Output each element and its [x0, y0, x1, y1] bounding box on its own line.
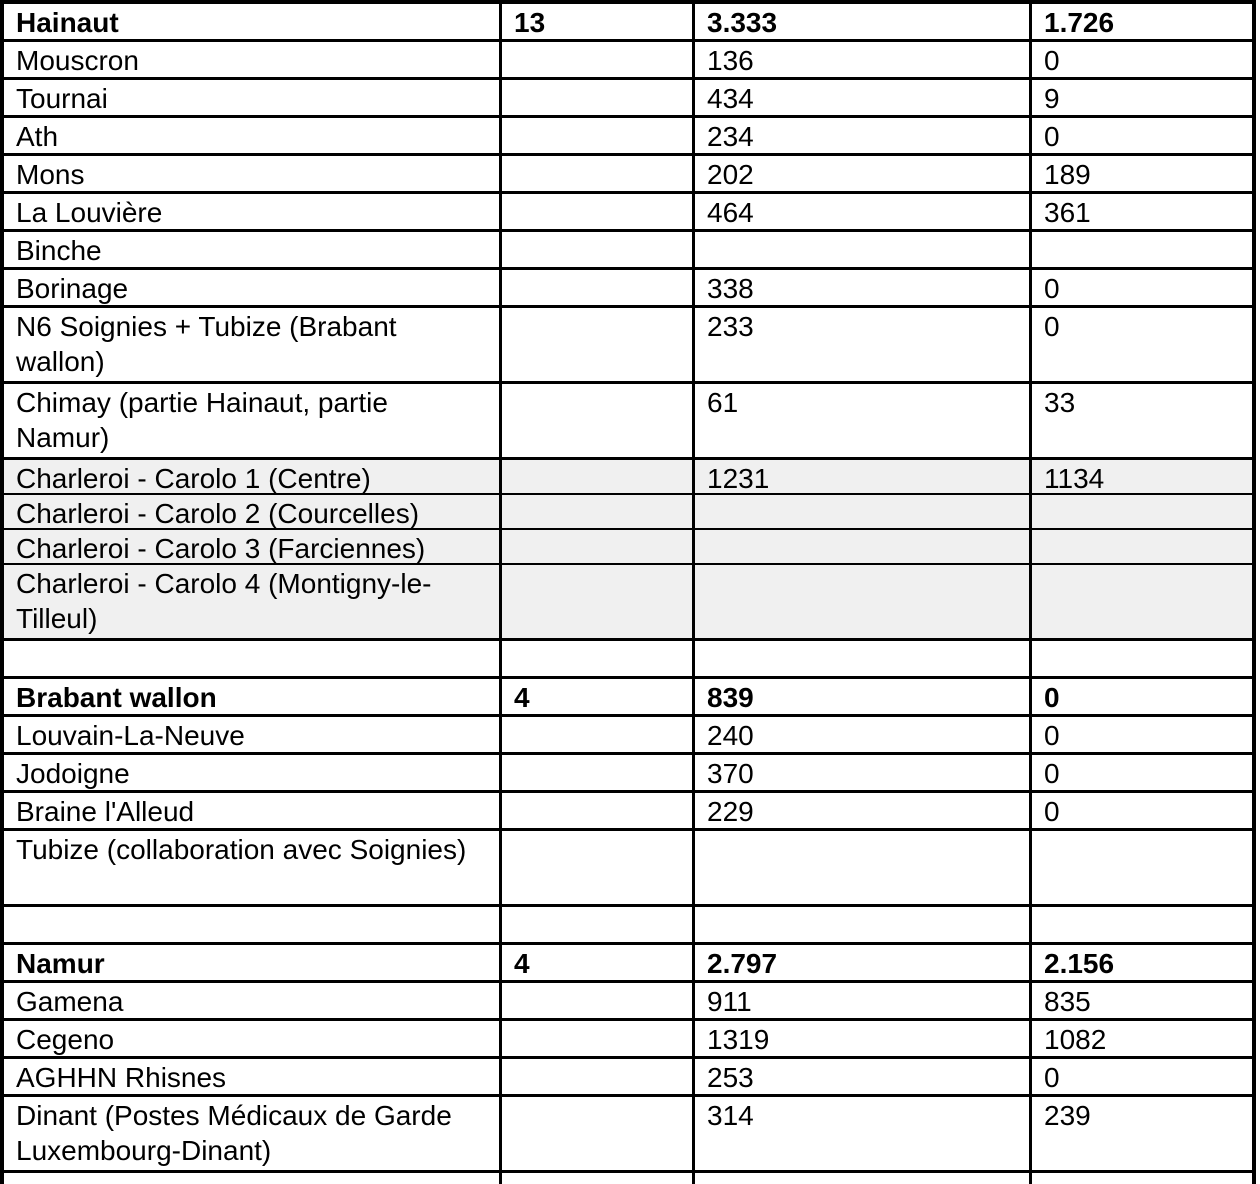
value-1-cell — [695, 495, 1032, 528]
count-cell — [502, 384, 695, 457]
value-2-cell: 0 — [1032, 308, 1256, 381]
value-1-cell: 370 — [695, 755, 1032, 790]
value-1-cell — [695, 565, 1032, 638]
name-cell: AGHHN Rhisnes — [4, 1059, 502, 1094]
value-2-cell: 239 — [1032, 1097, 1256, 1170]
name-cell: Hainaut — [4, 4, 502, 39]
value-2-cell: 0 — [1032, 717, 1256, 752]
table-row — [4, 80, 1256, 118]
name-cell — [4, 641, 502, 676]
value-1-cell — [695, 831, 1032, 904]
value-1-cell: 911 — [695, 983, 1032, 1018]
value-2-cell — [1032, 495, 1256, 528]
count-cell — [502, 1097, 695, 1170]
spacer-row — [4, 641, 1256, 679]
value-2-cell — [1032, 641, 1256, 676]
value-2-cell: 361 — [1032, 194, 1256, 229]
table-row — [4, 793, 1256, 831]
count-cell — [502, 156, 695, 191]
name-cell: Tubize (collaboration avec Soignies) — [4, 831, 502, 904]
value-1-cell: 1319 — [695, 1021, 1032, 1056]
value-1-cell — [695, 232, 1032, 267]
name-cell: Tournai — [4, 80, 502, 115]
count-cell — [502, 118, 695, 153]
value-2-cell: 0 — [1032, 755, 1256, 790]
name-cell: Charleroi - Carolo 2 (Courcelles) — [4, 495, 502, 528]
value-2-cell: 0 — [1032, 270, 1256, 305]
count-cell — [502, 232, 695, 267]
table-row — [4, 530, 1256, 565]
count-cell: 13 — [502, 4, 695, 39]
name-cell: Borinage — [4, 270, 502, 305]
table-row — [4, 831, 1256, 907]
count-cell — [502, 983, 695, 1018]
value-1-cell: 202 — [695, 156, 1032, 191]
table-row — [4, 1021, 1256, 1059]
count-cell — [502, 308, 695, 381]
value-2-cell: 0 — [1032, 118, 1256, 153]
value-1-cell: 253 — [695, 1059, 1032, 1094]
table-row — [4, 42, 1256, 80]
table-row — [4, 384, 1256, 460]
table-row — [4, 194, 1256, 232]
name-cell: Cegeno — [4, 1021, 502, 1056]
value-1-cell: 3.333 — [695, 4, 1032, 39]
count-cell — [502, 755, 695, 790]
name-cell: Dinant (Postes Médicaux de Garde Luxembourg-Dinant) — [4, 1097, 502, 1170]
value-1-cell: 233 — [695, 308, 1032, 381]
name-cell: Charleroi - Carolo 3 (Farciennes) — [4, 530, 502, 563]
count-cell — [502, 495, 695, 528]
province-header-row — [4, 4, 1256, 42]
value-1-cell: 434 — [695, 80, 1032, 115]
count-cell: 4 — [502, 945, 695, 980]
count-cell — [502, 194, 695, 229]
count-cell — [502, 641, 695, 676]
count-cell — [502, 1059, 695, 1094]
value-2-cell — [1032, 831, 1256, 904]
value-2-cell: 0 — [1032, 679, 1256, 714]
value-1-cell: 2.797 — [695, 945, 1032, 980]
name-cell: Gamena — [4, 983, 502, 1018]
table-row — [4, 118, 1256, 156]
value-1-cell: 464 — [695, 194, 1032, 229]
value-1-cell: 61 — [695, 384, 1032, 457]
value-1-cell: 1231 — [695, 460, 1032, 493]
count-cell — [502, 80, 695, 115]
name-cell: Mouscron — [4, 42, 502, 77]
name-cell: Brabant wallon — [4, 679, 502, 714]
value-2-cell: 1082 — [1032, 1021, 1256, 1056]
table-row — [4, 717, 1256, 755]
name-cell: Charleroi - Carolo 4 (Montigny-le-Tilleul) — [4, 565, 502, 638]
table-row — [4, 270, 1256, 308]
name-cell: Ath — [4, 118, 502, 153]
table-row — [4, 565, 1256, 641]
table-row — [4, 156, 1256, 194]
name-cell: Louvain-La-Neuve — [4, 717, 502, 752]
count-cell — [502, 831, 695, 904]
province-header-row — [4, 945, 1256, 983]
name-cell: Binche — [4, 232, 502, 267]
table-row — [4, 755, 1256, 793]
table-row — [4, 232, 1256, 270]
name-cell: Jodoigne — [4, 755, 502, 790]
value-1-cell: 839 — [695, 679, 1032, 714]
count-cell — [502, 460, 695, 493]
name-cell — [4, 907, 502, 942]
value-1-cell: 229 — [695, 793, 1032, 828]
value-1-cell: 234 — [695, 118, 1032, 153]
spacer-row — [4, 907, 1256, 945]
count-cell — [502, 270, 695, 305]
value-1-cell — [695, 530, 1032, 563]
value-2-cell: 189 — [1032, 156, 1256, 191]
value-2-cell: 9 — [1032, 80, 1256, 115]
count-cell — [502, 907, 695, 942]
value-2-cell: 0 — [1032, 42, 1256, 77]
value-2-cell: 1134 — [1032, 460, 1256, 493]
value-2-cell — [1032, 1173, 1256, 1184]
value-2-cell: 0 — [1032, 1059, 1256, 1094]
count-cell — [502, 565, 695, 638]
name-cell: La Louvière — [4, 194, 502, 229]
value-1-cell — [695, 1173, 1032, 1184]
value-1-cell — [695, 907, 1032, 942]
name-cell — [4, 1173, 502, 1184]
value-1-cell: 338 — [695, 270, 1032, 305]
table-row — [4, 1059, 1256, 1097]
table-row — [4, 1097, 1256, 1173]
table-row — [4, 308, 1256, 384]
table-row — [4, 983, 1256, 1021]
value-1-cell: 240 — [695, 717, 1032, 752]
value-2-cell: 0 — [1032, 793, 1256, 828]
count-cell — [502, 530, 695, 563]
count-cell — [502, 717, 695, 752]
value-1-cell: 314 — [695, 1097, 1032, 1170]
value-2-cell — [1032, 530, 1256, 563]
count-cell — [502, 1173, 695, 1184]
value-2-cell: 2.156 — [1032, 945, 1256, 980]
count-cell — [502, 1021, 695, 1056]
partial-row — [4, 1173, 1256, 1184]
value-2-cell: 1.726 — [1032, 4, 1256, 39]
count-cell: 4 — [502, 679, 695, 714]
name-cell: Namur — [4, 945, 502, 980]
value-2-cell: 835 — [1032, 983, 1256, 1018]
table-row — [4, 460, 1256, 495]
value-2-cell — [1032, 907, 1256, 942]
count-cell — [502, 42, 695, 77]
name-cell: Braine l'Alleud — [4, 793, 502, 828]
value-1-cell — [695, 641, 1032, 676]
value-2-cell: 33 — [1032, 384, 1256, 457]
name-cell: Mons — [4, 156, 502, 191]
province-header-row — [4, 679, 1256, 717]
name-cell: Charleroi - Carolo 1 (Centre) — [4, 460, 502, 493]
value-1-cell: 136 — [695, 42, 1032, 77]
value-2-cell — [1032, 232, 1256, 267]
table-row — [4, 495, 1256, 530]
value-2-cell — [1032, 565, 1256, 638]
name-cell: N6 Soignies + Tubize (Brabant wallon) — [4, 308, 502, 381]
name-cell: Chimay (partie Hainaut, partie Namur) — [4, 384, 502, 457]
count-cell — [502, 793, 695, 828]
